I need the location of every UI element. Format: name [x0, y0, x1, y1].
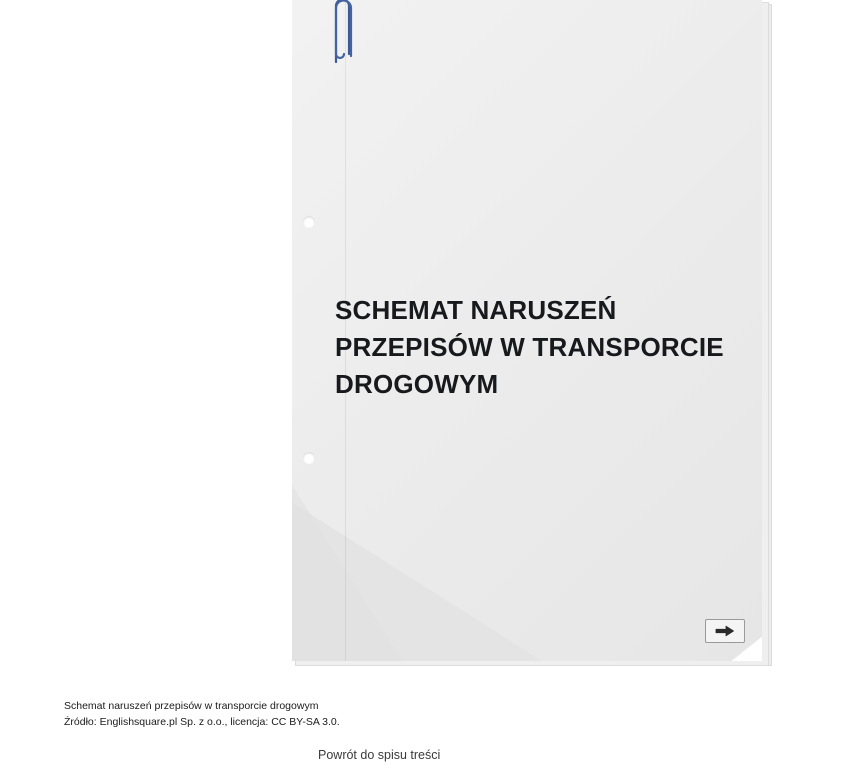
back-to-toc-link[interactable]: Powrót do spisu treści: [318, 748, 441, 762]
caption-source: Źródło: Englishsquare.pl Sp. z o.o., licencja: CC BY-SA 3.0.: [64, 716, 340, 729]
arrow-right-icon: [715, 625, 735, 637]
paperclip-icon: [330, 0, 356, 64]
page-title: SCHEMAT NARUSZEŃ PRZEPISÓW W TRANSPORCIE DROGOWYM: [335, 295, 724, 400]
punch-hole-top: [303, 216, 315, 228]
document-figure: [292, 0, 772, 665]
slide-page[interactable]: [292, 0, 762, 661]
punch-hole-bottom: [303, 452, 315, 464]
figure-caption: [64, 698, 494, 731]
next-slide-button[interactable]: [705, 619, 745, 643]
caption-title: Schemat naruszeń przepisów w transporcie drogowym: [64, 700, 319, 712]
